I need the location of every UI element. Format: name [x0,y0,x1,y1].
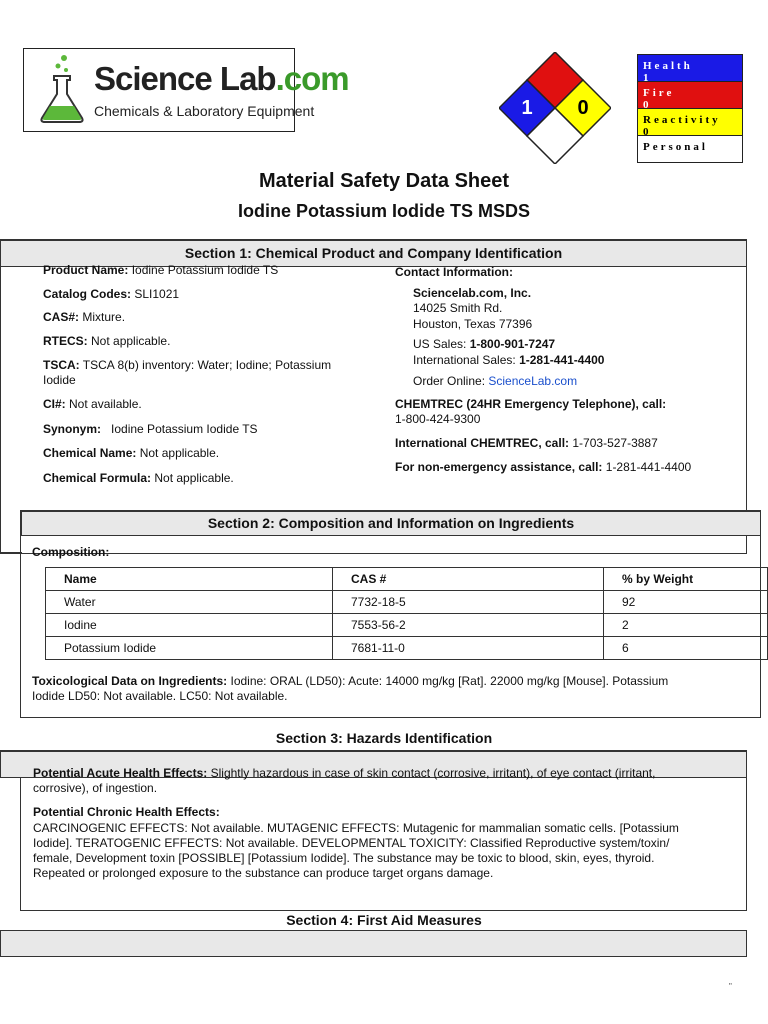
nfpa-diamond [499,52,611,164]
table-cell: 7553-56-2 [333,614,604,637]
table-cell: Potassium Iodide [46,637,333,660]
cas-row: CAS#: Mixture. [43,310,126,324]
col-cas-header: CAS # [333,568,604,591]
table-cell: 2 [604,614,768,637]
synonym-row: Synonym: Iodine Potassium Iodide TS [43,422,258,436]
chemtrec-row: CHEMTREC (24HR Emergency Telephone), call: 1-800-424-9300 [395,397,667,426]
hmis-health: Health 1 [638,55,742,82]
chronic-effects-text: CARCINOGENIC EFFECTS: Not available. MUTAGENIC EFFECTS: Mutagenic for mammalian somatic cells. [Potassium Iodide]. TERATOGENIC EFFECTS: Not available. DEVELOPMENTAL TOXICITY: Classified Reproductive system/toxin/ female, Development toxin [POSSIBLE] [Potassium Iodide]. The substance may be toxic to blood, skin, eyes, thyroid. Repeated or prolonged exposure to the substance can produce target organs damage. [33,821,679,880]
toxicological-data: Toxicological Data on Ingredients: Iodine: ORAL (LD50): Acute: 14000 mg/kg [Rat]. 22000 mg/kg [Mouse]. Potassium Iodide LD50: Not available. LC50: Not available. [32,674,669,703]
table-row [46,591,768,614]
divider [0,552,22,553]
chronic-effects-label: Potential Chronic Health Effects: [33,805,220,819]
hmis-personal: Personal [638,136,742,162]
intl-chemtrec-row: International CHEMTREC, call: 1-703-527-3887 [395,436,658,450]
section4-bar [0,930,747,957]
section3-heading: Section 3: Hazards Identification [275,730,493,746]
non-emergency-row: For non-emergency assistance, call: 1-281-441-4400 [395,460,692,474]
table-cell: 6 [604,637,768,660]
rtecs-row: RTECS: Not applicable. [43,334,171,348]
col-weight-header: % by Weight [604,568,768,591]
flask-icon [34,52,90,126]
contact-label: Contact Information: [395,265,513,279]
composition-table [45,567,768,660]
table-cell: 7681-11-0 [333,637,604,660]
address-line1: 14025 Smith Rd. [413,301,503,315]
hmis-label [637,54,743,163]
intl-sales-row: International Sales: 1-281-441-4400 [413,353,605,367]
logo-wordmark: Science Lab.com [94,60,349,97]
section4-heading: Section 4: First Aid Measures [286,912,482,928]
document-title: Material Safety Data Sheet [258,170,510,192]
hmis-fire: Fire 0 [638,82,742,109]
address-line2: Houston, Texas 77396 [413,317,533,331]
acute-effects: Potential Acute Health Effects: Slightly hazardous in case of skin contact (corrosive, irritant), of eye contact (irritant, corrosive), of ingestion. [33,766,656,795]
hmis-reactivity: Reactivity 0 [638,109,742,136]
document-subtitle: Iodine Potassium Iodide TS MSDS [237,201,531,221]
table-row [46,614,768,637]
page-mark: " [729,982,732,991]
composition-label: Composition: [32,545,110,559]
order-online-row: Order Online: ScienceLab.com [413,374,578,388]
table-cell: Water [46,591,333,614]
company-name: Sciencelab.com, Inc. [413,286,532,300]
ci-row: CI#: Not available. [43,397,142,411]
catalog-row: Catalog Codes: SLI1021 [43,287,180,301]
chemical-name-row: Chemical Name: Not applicable. [43,446,220,460]
sciencelab-link[interactable]: ScienceLab.com [488,374,578,388]
table-header-row [46,568,768,591]
table-cell: Iodine [46,614,333,637]
table-cell: 7732-18-5 [333,591,604,614]
us-sales-row: US Sales: 1-800-901-7247 [413,337,556,351]
col-name-header: Name [46,568,333,591]
section2-heading: Section 2: Composition and Information on Ingredients [21,511,761,536]
table-row [46,637,768,660]
logo-tagline: Chemicals & Laboratory Equipment [94,103,315,119]
nfpa-fire-value: 0 [577,97,589,119]
table-cell: 92 [604,591,768,614]
nfpa-health-value: 1 [521,97,533,119]
section1-heading: Section 1: Chemical Product and Company Identification [0,240,747,267]
tsca-row: TSCA: TSCA 8(b) inventory: Water; Iodine; Potassium Iodide [43,358,332,387]
chemical-formula-row: Chemical Formula: Not applicable. [43,471,234,485]
product-name-row: Product Name: Iodine Potassium Iodide TS [43,263,279,277]
